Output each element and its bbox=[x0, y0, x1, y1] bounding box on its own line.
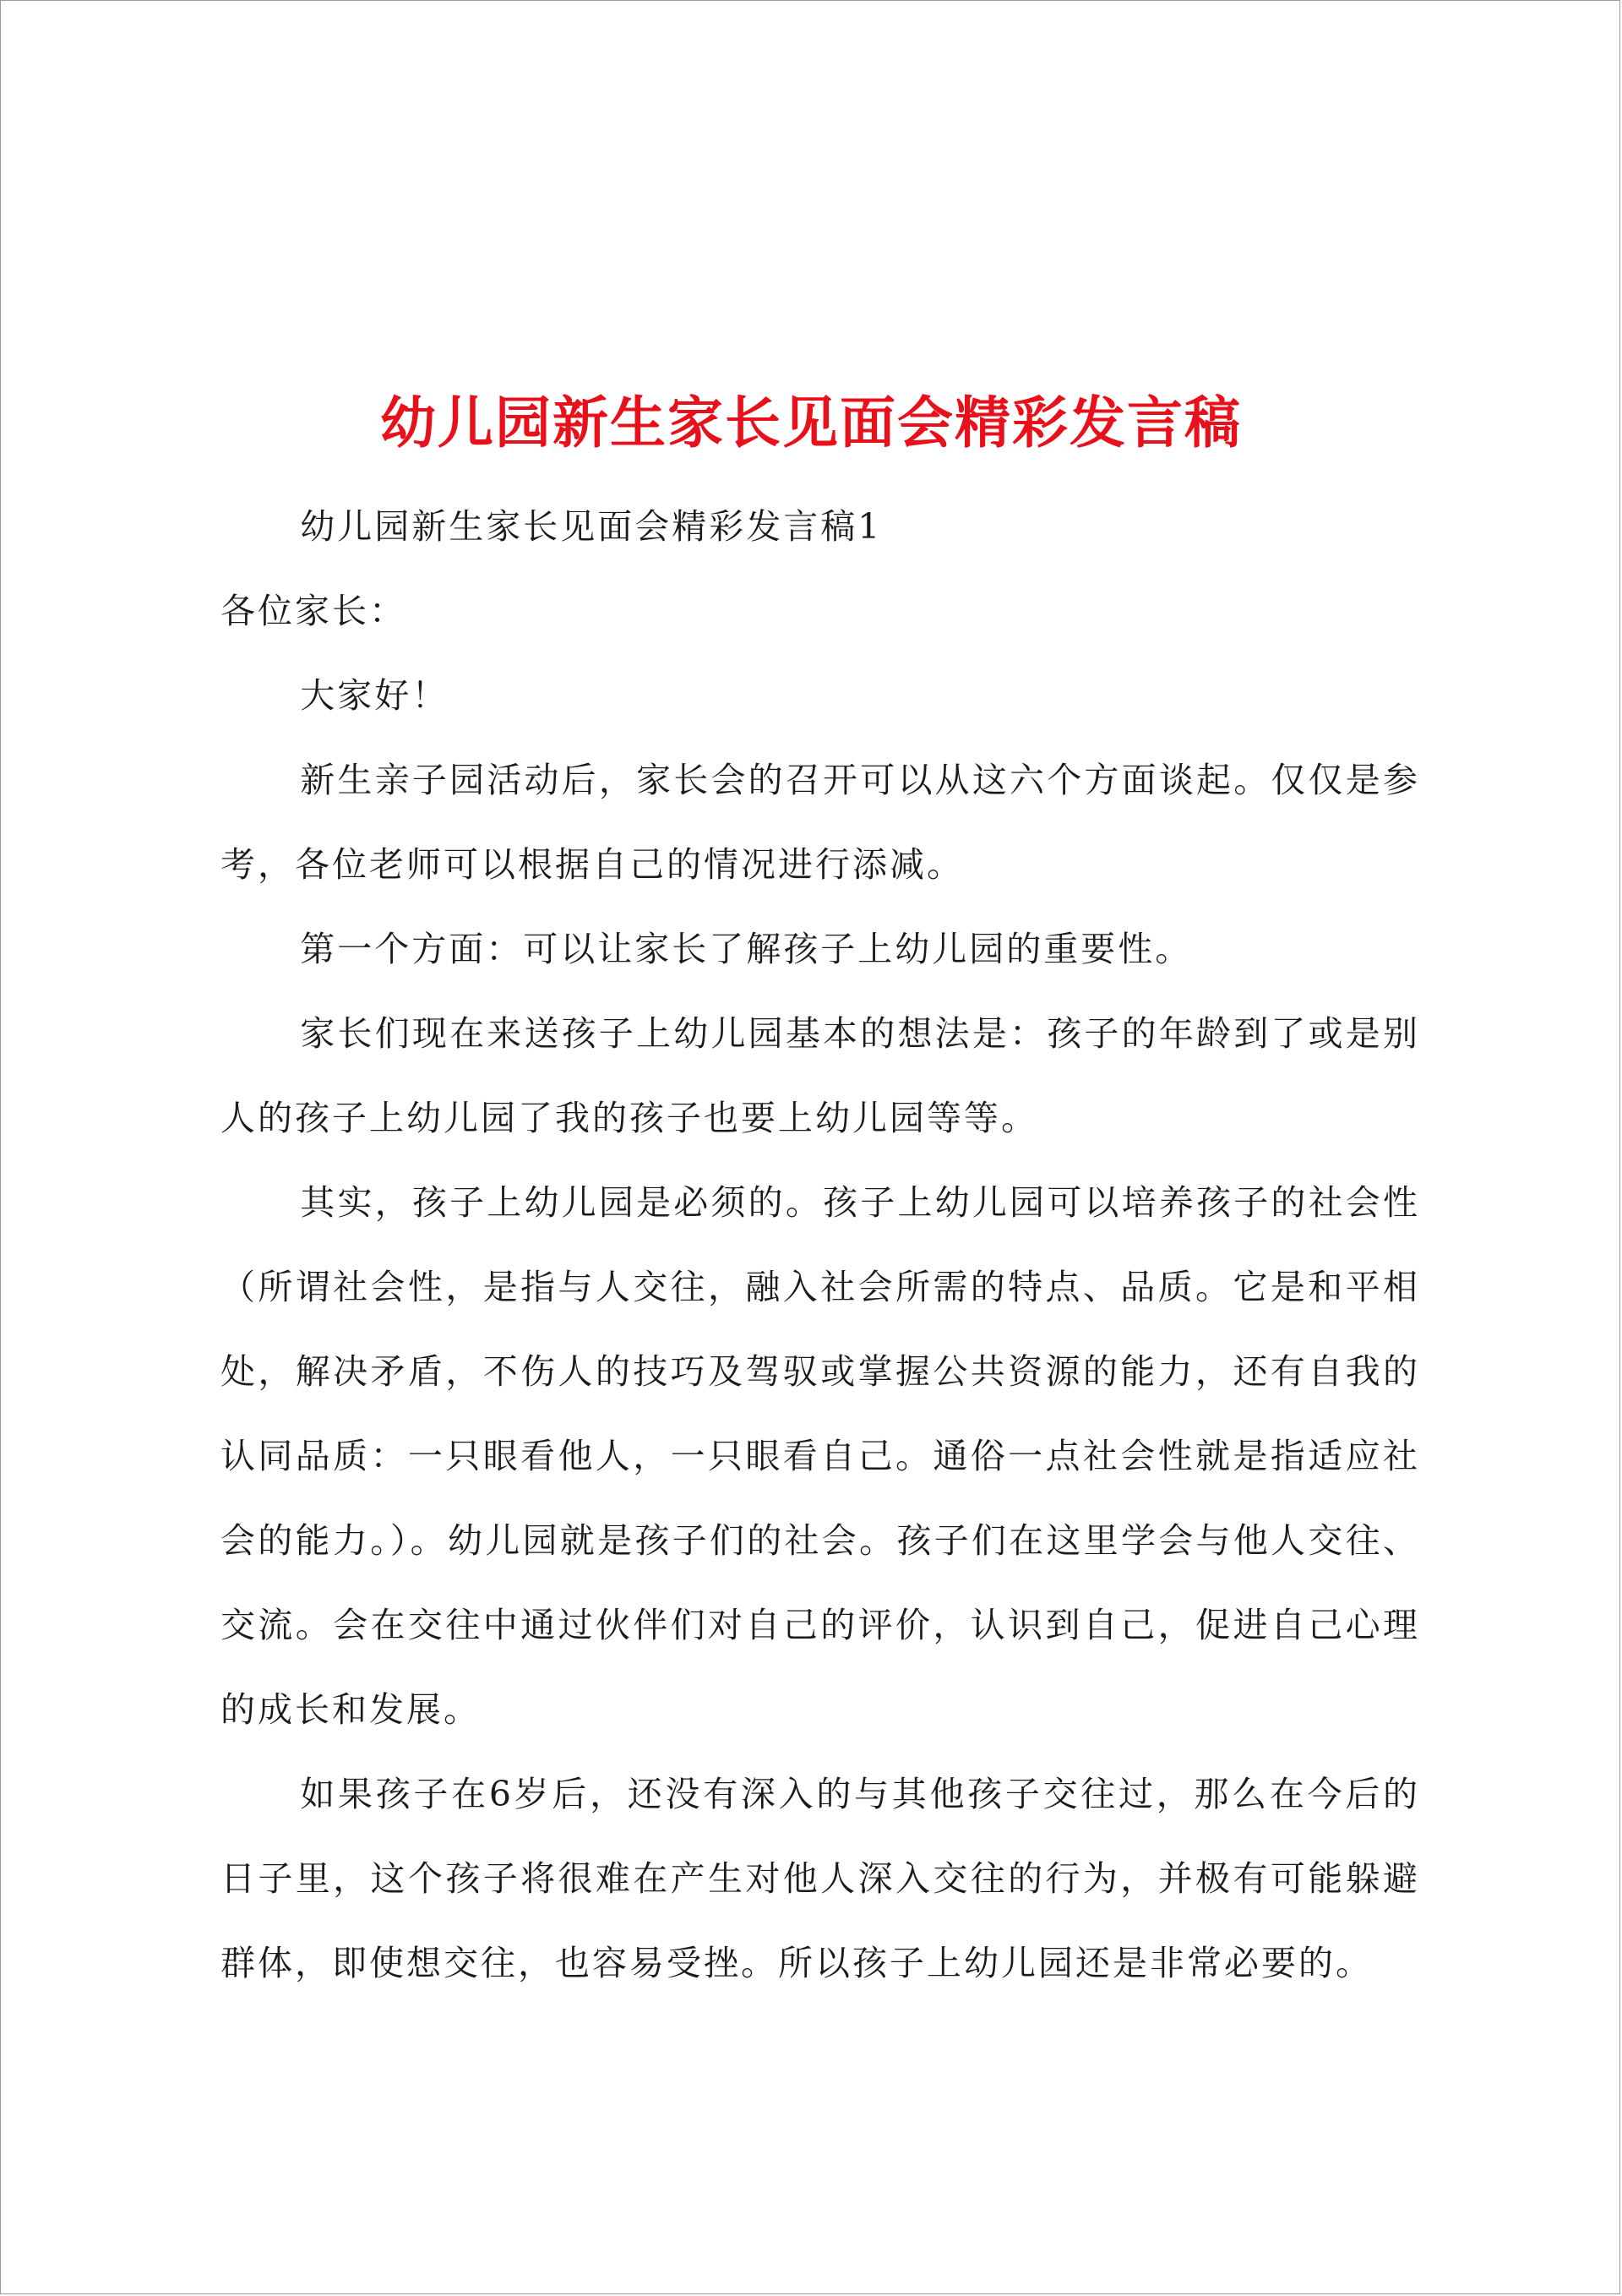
paragraph-socialization: 其实，孩子上幼儿园是必须的。孩子上幼儿园可以培养孩子的社会性（所谓社会性，是指与人交往，融入社会所需的特点、品质。它是和平相处，解决矛盾，不伤人的技巧及驾驭或掌握公共资源的能力，还有自我的认同品质：一只眼看他人，一只眼看自己。通俗一点社会性就是指适应社会的能力。）。幼儿园就是孩子们的社会。孩子们在这里学会与他人交往、交流。会在交往中通过伙伴们对自己的评价，认识到自己，促进自己心理的成长和发展。 bbox=[220, 1182, 1420, 1730]
document-title: 幼儿园新生家长见面会精彩发言稿 bbox=[380, 390, 1242, 456]
paragraph-subtitle: 幼儿园新生家长见面会精彩发言稿1 bbox=[300, 506, 883, 547]
paragraph-parent-thoughts: 家长们现在来送孩子上幼儿园基本的想法是：孩子的年龄到了或是别人的孩子上幼儿园了我的孩子也要上幼儿园等等。 bbox=[220, 1013, 1420, 1138]
paragraph-intro: 新生亲子园活动后，家长会的召开可以从这六个方面谈起。仅仅是参考，各位老师可以根据自己的情况进行添减。 bbox=[220, 760, 1420, 885]
paragraph-first-aspect: 第一个方面：可以让家长了解孩子上幼儿园的重要性。 bbox=[300, 929, 1193, 969]
paragraph-conclusion: 如果孩子在6岁后，还没有深入的与其他孩子交往过，那么在今后的日子里，这个孩子将很难在产生对他人深入交往的行为，并极有可能躲避群体，即使想交往，也容易受挫。所以孩子上幼儿园还是非常必要的。 bbox=[220, 1774, 1420, 1983]
paragraph-greeting: 大家好！ bbox=[300, 675, 449, 716]
paragraph-salutation: 各位家长： bbox=[220, 591, 406, 631]
document-body bbox=[220, 484, 1420, 2005]
